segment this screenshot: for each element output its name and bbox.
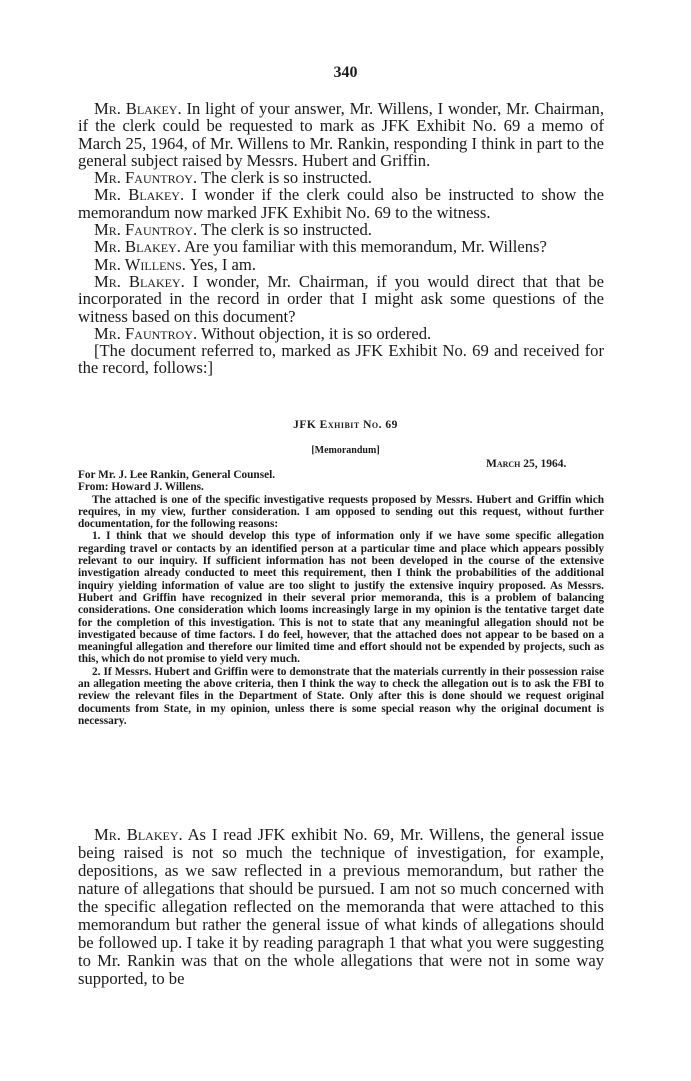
memo-label: [Memorandum] xyxy=(311,445,380,456)
speaker-name: Mr. Willens. xyxy=(94,254,186,274)
testimony-text: In light of your answer, Mr. Willens, I wonder, Mr. Chairman, if the clerk could be requested to mark as JFK Exhibit No. 69 a memo of March 25, 1964, of Mr. Willens to Mr. Rankin, responding I think in part to the general subject raised by Messrs. Hubert and Griffin. xyxy=(78,99,604,170)
testimony-text: Without objection, it is so ordered. xyxy=(197,323,432,343)
memorandum-body xyxy=(78,469,604,727)
testimony-text: As I read JFK exhibit No. 69, Mr. Willens, the general issue being raised is not so much the technique of investigation, for example, depositions, as we saw reflected in a previous memorandum, but rather the nature of allegations that should be pursued. I am not so much concerned with the specific allegation reflected on the memoranda that were attached to this memorandum but rather the general issue of what kinds of allegations should be followed up. I take it by reading paragraph 1 that what you were suggesting to Mr. Rankin was that on the whole allegations that were not in some way supported, to be xyxy=(78,825,604,988)
testimony-paragraph xyxy=(78,221,604,238)
testimony-section-2 xyxy=(78,826,604,988)
page-number: 340 xyxy=(333,64,358,81)
testimony-text: Are you familiar with this memorandum, Mr. Willens? xyxy=(180,237,547,257)
testimony-text: I wonder if the clerk could also be instructed to show the memorandum now marked JFK Exhibit No. 69 to the witness. xyxy=(78,185,604,222)
speaker-name: Mr. Blakey. xyxy=(94,271,185,291)
memo-date: March 25, 1964. xyxy=(486,458,567,470)
memo-for-line: For Mr. J. Lee Rankin, General Counsel. xyxy=(78,469,276,481)
memo-paragraph: The attached is one of the specific investigative requests proposed by Messrs. Hubert and Griffin which requires, in my view, further consideration. I am opposed to sending out this request, without further documentation, for the following reasons: xyxy=(78,493,604,531)
speaker-name: Mr. Blakey. xyxy=(94,99,182,118)
speaker-name: Mr. Fauntroy. xyxy=(94,220,198,240)
testimony-paragraph xyxy=(78,256,604,273)
testimony-paragraph xyxy=(78,238,604,255)
memo-from-line: From: Howard J. Willens. xyxy=(78,481,204,494)
speaker-name: Mr. Fauntroy. xyxy=(94,323,198,343)
testimony-text: Yes, I am. xyxy=(185,254,256,274)
record-note-text: [The document referred to, marked as JFK Exhibit No. 69 and received for the record, follows:] xyxy=(78,341,604,378)
testimony-text: The clerk is so instructed. xyxy=(197,220,372,240)
testimony-paragraph xyxy=(78,826,604,988)
speaker-name: Mr. Blakey. xyxy=(94,825,183,844)
exhibit-title: JFK Exhibit No. 69 xyxy=(293,419,398,431)
speaker-name: Mr. Fauntroy. xyxy=(94,168,198,188)
testimony-text: The clerk is so instructed. xyxy=(197,168,372,188)
testimony-paragraph xyxy=(78,273,604,325)
memo-paragraph: 2. If Messrs. Hubert and Griffin were to demonstrate that the materials currently in their possession raise an allegation meeting the above criteria, then I think the way to check the allegation out is to ask the FBI to review the relevant files in the Department of State. Only after this is done should we request original documents from State, in my opinion, unless there is some special reason why the original document is necessary. xyxy=(78,665,604,727)
record-note xyxy=(78,342,604,377)
testimony-paragraph xyxy=(78,325,604,342)
speaker-name: Mr. Blakey. xyxy=(94,185,185,205)
memo-paragraph: 1. I think that we should develop this type of information only if we have some specific allegation regarding travel or contacts by an identified person at a particular time and place which appears possibly relevant to our inquiry. If sufficient information has not been developed in the course of the extensive investigation already conducted to meet this requirement, then I think the probabilities of the additional inquiry yielding information of value are too slight to justify the extensive inquiry proposed. As Messrs. Hubert and Griffin have recognized in their several prior memoranda, this is a problem of balancing considerations. One consideration which looms increasingly large in my opinion is the tentative target date for the completion of this investigation. This is not to state that any meaningful allegation should not be investigated because of time factors. I do feel, however, that the attached does not appear to be based on a meaningful allegation and therefore our limited time and effort should not be expended by projects, such as this, which do not promise to yield very much. xyxy=(78,530,604,666)
testimony-paragraph xyxy=(78,169,604,186)
testimony-text: I wonder, Mr. Chairman, if you would direct that that be incorporated in the record in order that I might ask some questions of the witness based on this document? xyxy=(78,271,605,326)
testimony-section-1 xyxy=(78,100,604,377)
speaker-name: Mr. Blakey. xyxy=(94,237,181,257)
testimony-paragraph xyxy=(78,100,604,169)
testimony-paragraph xyxy=(78,186,604,221)
